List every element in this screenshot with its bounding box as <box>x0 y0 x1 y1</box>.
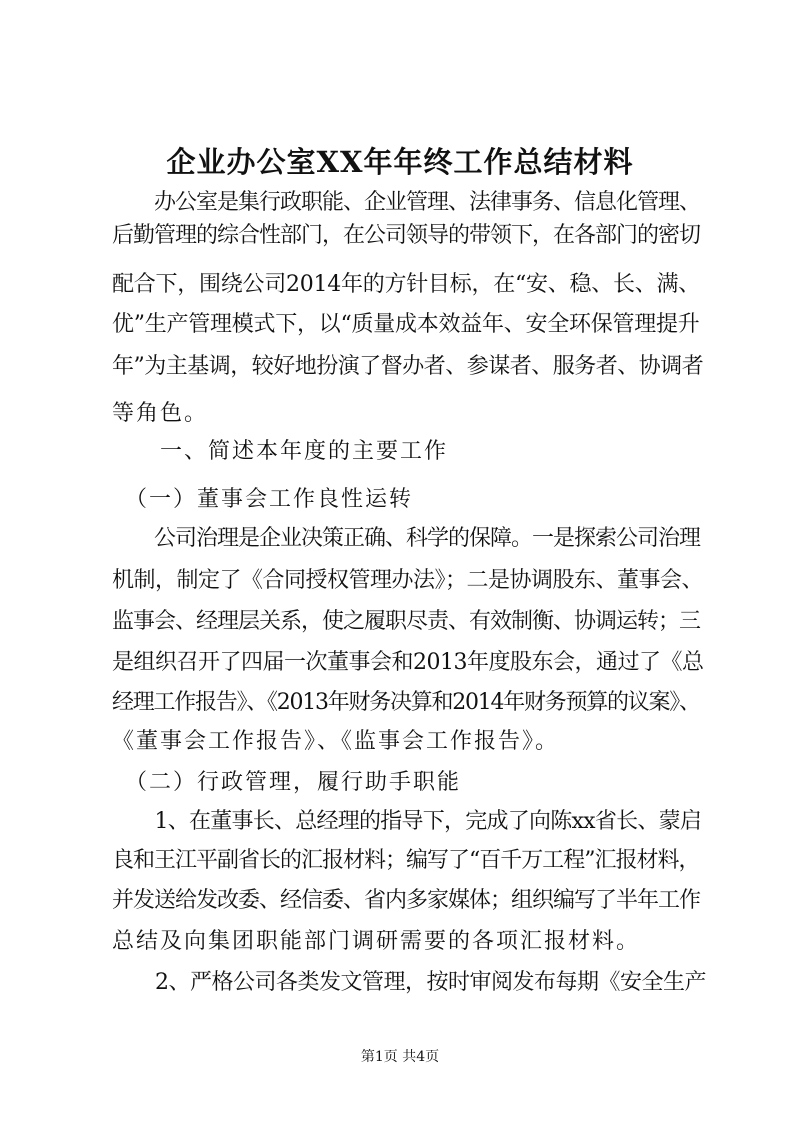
text-line: 配合下，围绕公司2014年的方针目标，在“安、稳、长、满、 <box>112 272 700 297</box>
text-line: 公司治理是企业决策正确、科学的保障。一是探索公司治理 <box>112 526 701 551</box>
text-line: 2、严格公司各类发文管理，按时审阅发布每期《安全生产 <box>112 970 706 995</box>
document-title: 企业办公室XX年年终工作总结材料 <box>166 145 634 179</box>
text-line: 办公室是集行政职能、企业管理、法律事务、信息化管理、 <box>112 190 701 215</box>
text-line: 监事会、经理层关系，使之履职尽责、有效制衡、协调运转；三 <box>112 609 701 634</box>
text-line: 后勤管理的综合性部门，在公司领导的带领下，在各部门的密切 <box>112 223 701 248</box>
text-line: 1、在董事长、总经理的指导下，完成了向陈xx省长、蒙启 <box>112 809 702 834</box>
text-line: 一、简述本年度的主要工作 <box>112 439 449 464</box>
text-line: 是组织召开了四届一次董事会和2013年度股东会，通过了《总 <box>112 650 704 675</box>
text-line: 良和王江平副省长的汇报材料；编写了“百千万工程”汇报材料， <box>112 848 700 873</box>
text-line: 等角色。 <box>112 401 209 426</box>
text-line: 并发送给发改委、经信委、省内多家媒体；组织编写了半年工作 <box>112 888 701 913</box>
text-line: 经理工作报告》、《2013年财务决算和2014年财务预算的议案》、 <box>112 690 700 715</box>
text-line: （二）行政管理，履行助手职能 <box>112 770 462 795</box>
text-line: 优”生产管理模式下，以“质量成本效益年、安全环保管理提升 <box>112 312 700 337</box>
page-footer: 第1页 共4页 <box>360 1049 440 1065</box>
text-line: 总结及向集团职能部门调研需要的各项汇报材料。 <box>112 929 641 954</box>
text-line: 年”为主基调，较好地扮演了督办者、参谋者、服务者、协调者 <box>112 354 704 379</box>
text-line: （一）董事会工作良性运转 <box>112 487 414 512</box>
text-line: 《董事会工作报告》、《监事会工作报告》。 <box>112 729 560 754</box>
text-line: 机制，制定了《合同授权管理办法》；二是协调股东、董事会、 <box>112 568 704 593</box>
